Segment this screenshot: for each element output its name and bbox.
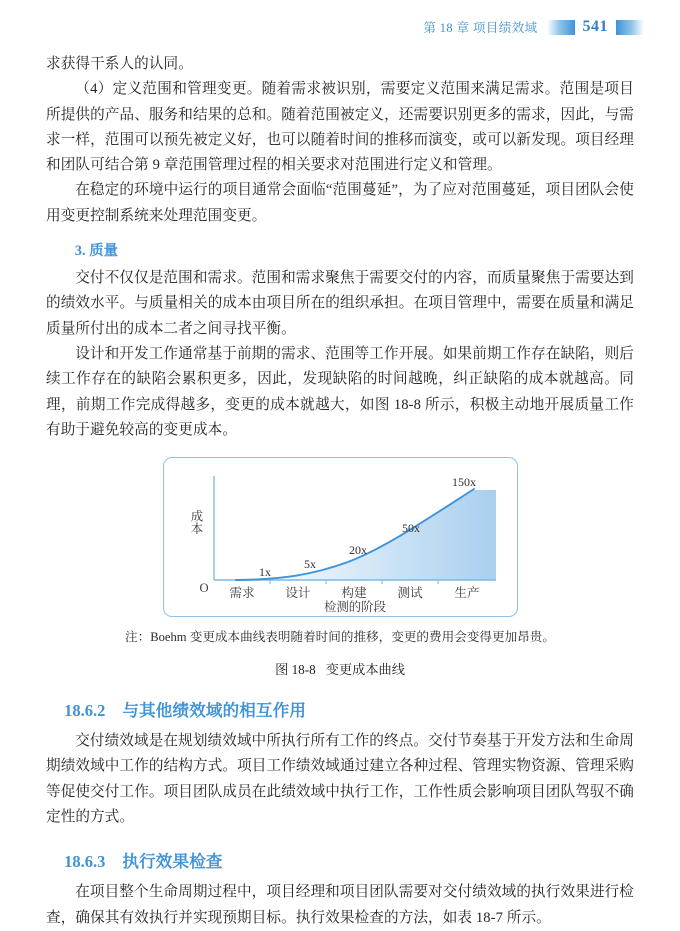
chart-point-label-1: 5x — [303, 557, 316, 572]
chart-point-label-0: 1x — [258, 565, 271, 580]
page-content — [46, 52, 634, 931]
chart-area-fill — [236, 490, 496, 580]
section-paragraph-18-6-3: 在项目整个生命周期过程中，项目经理和项目团队需要对交付绩效域的执行效果进行检查，确保其有效执行并实现预期目标。执行效果检查的方法，如表 18-7 所示。 — [46, 884, 634, 926]
chart-svg — [164, 458, 517, 616]
paragraph-quality-1: 交付不仅仅是范围和需求。范围和需求聚焦于需要交付的内容，而质量聚焦于需要达到的绩效水平。与质量相关的成本由项目所在的组织承担。在项目管理中，需要在质量和满足质量所付出的成本二者之间寻找平衡。 — [46, 270, 634, 337]
chart-y-axis-label: 成本 — [188, 509, 203, 535]
figure-note: 注：Boehm 变更成本曲线表明随着时间的推移，变更的费用会变得更加昂贵。 — [125, 630, 555, 645]
chart-x-tick-label-4: 生产 — [453, 586, 480, 601]
page-number: 541 — [582, 18, 608, 35]
chart-point-label-4: 150x — [451, 475, 476, 490]
chart-origin-label: O — [198, 581, 209, 596]
section-number: 18.6.3 — [64, 852, 106, 872]
chart-x-tick-label-0: 需求 — [228, 586, 255, 601]
heading-quality: 3. 质量 — [74, 243, 118, 260]
paragraph-define-scope: （4）定义范围和管理变更。随着需求被识别，需要定义范围来满足需求。范围是项目所提供的产品、服务和结果的总和。随着范围被定义，还需要识别更多的需求，因此，与需求一样，范围可以预先被定义好，也可以随着时间的推移而演变，或可以新发现。项目经理和团队可结合第 9 章范围管理过程的相关要求对范围进行定义和管理。 — [46, 81, 634, 174]
chart-x-tick-label-2: 构建 — [340, 586, 367, 601]
page-header — [0, 14, 644, 40]
section-title: 与其他绩效域的相互作用 — [122, 701, 307, 721]
chart-cost-of-change-curve — [163, 457, 518, 617]
figure-caption-number: 图 18-8 — [275, 662, 316, 678]
figure-caption — [46, 660, 634, 679]
paragraph-quality-2: 设计和开发工作通常基于前期的需求、范围等工作开展。如果前期工作存在缺陷，则后续工作存在的缺陷会累积更多，因此，发现缺陷的时间越晚，纠正缺陷的成本就越高。同理，前期工作完成得越多，变更的成本就越大，如图 18-8 所示，积极主动地开展质量工作有助于避免较高的变更成本。 — [46, 345, 634, 438]
chart-x-axis-label: 检测的阶段 — [323, 600, 386, 615]
figure-caption-title: 变更成本曲线 — [325, 662, 405, 678]
figure-18-8 — [46, 457, 634, 679]
section-paragraph-18-6-2: 交付绩效域是在规划绩效域中所执行所有工作的终点。交付节奏基于开发方法和生命周期绩效域中工作的结构方式。项目工作绩效域通过建立各种过程、管理实物资源、管理采购等促使交付工作。项目团队成员在此绩效域中执行工作，工作性质会影响项目团队驾驭不确定性的方式。 — [46, 733, 634, 826]
chart-x-tick-label-1: 设计 — [284, 586, 311, 601]
header-accent-block-left — [547, 20, 575, 35]
header-chapter-title: 第 18 章 项目绩效域 — [423, 21, 538, 35]
header-accent-block-right — [616, 20, 644, 35]
chart-x-tick-label-3: 测试 — [396, 586, 423, 601]
paragraph-continued: 求获得干系人的认同。 — [46, 56, 193, 72]
chart-point-label-2: 20x — [348, 543, 367, 558]
paragraph-scope-creep: 在稳定的环境中运行的项目通常会面临“范围蔓延”，为了应对范围蔓延，项目团队会使用变更控制系统来处理范围变更。 — [46, 182, 634, 224]
section-heading-18-6-2 — [46, 698, 634, 724]
section-title: 执行效果检查 — [122, 852, 223, 872]
section-heading-18-6-3 — [46, 849, 634, 875]
section-number: 18.6.2 — [64, 701, 106, 721]
chart-point-label-3: 50x — [401, 521, 420, 536]
